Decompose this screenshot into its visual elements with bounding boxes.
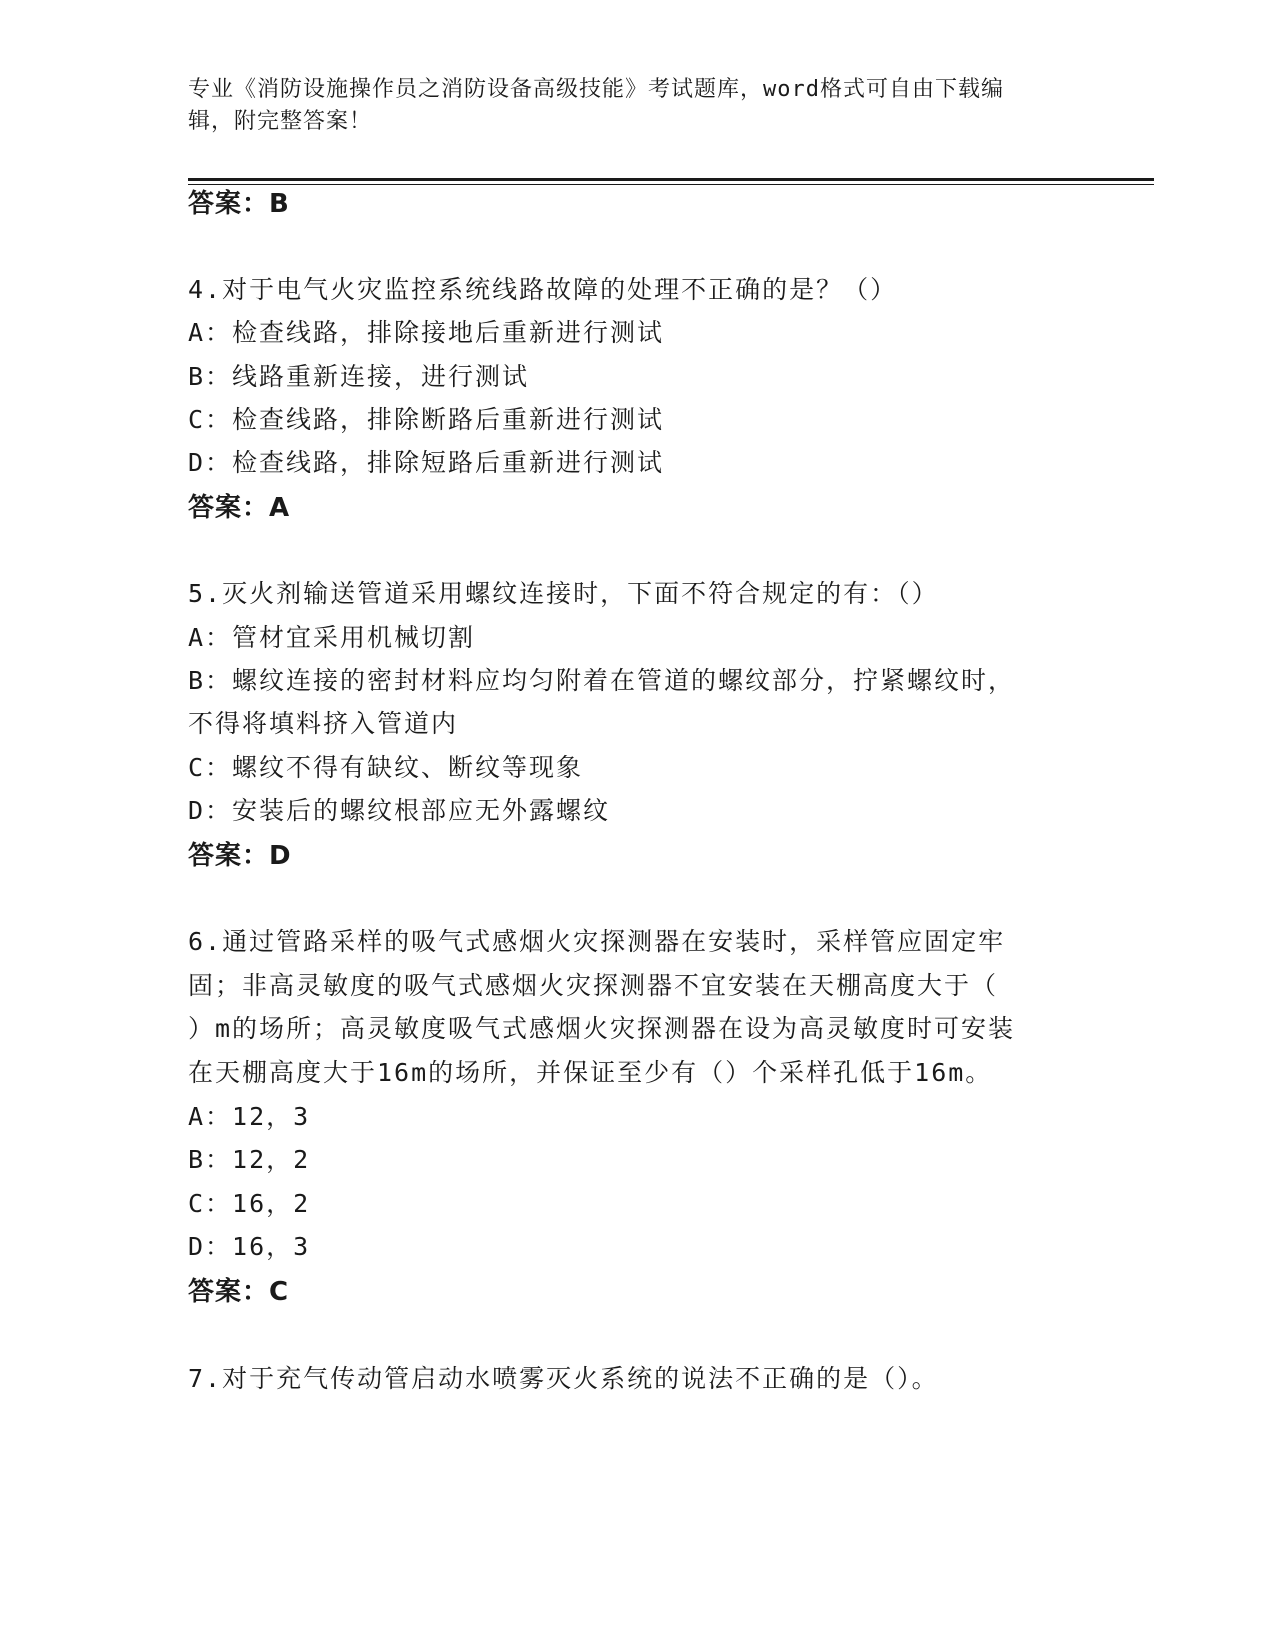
question-5-stem: 5.灭火剂输送管道采用螺纹连接时，下面不符合规定的有：（） bbox=[188, 579, 939, 608]
question-6-stem-line-4: 在天棚高度大于16m的场所，并保证至少有（）个采样孔低于16m。 bbox=[188, 1058, 993, 1087]
question-6-stem-line-1: 6.通过管路采样的吸气式感烟火灾探测器在安装时，采样管应固定牢 bbox=[188, 927, 1006, 956]
question-5-answer: 答案：D bbox=[188, 841, 292, 871]
header-divider-thin bbox=[188, 184, 1154, 185]
answer-previous: 答案：B bbox=[188, 189, 290, 219]
question-4-option-c: C：检查线路，排除断路后重新进行测试 bbox=[188, 405, 665, 434]
question-6-answer: 答案：C bbox=[188, 1277, 290, 1307]
question-4-stem: 4.对于电气火灾监控系统线路故障的处理不正确的是？（） bbox=[188, 275, 898, 304]
question-7-stem: 7.对于充气传动管启动水喷雾灭火系统的说法不正确的是（）。 bbox=[188, 1364, 939, 1393]
question-6-option-a: A：12，3 bbox=[188, 1102, 311, 1131]
question-6-option-d: D：16，3 bbox=[188, 1232, 311, 1261]
question-4-option-a: A：检查线路，排除接地后重新进行测试 bbox=[188, 318, 665, 347]
question-5-option-d: D：安装后的螺纹根部应无外露螺纹 bbox=[188, 796, 611, 825]
question-6-stem-line-2: 固；非高灵敏度的吸气式感烟火灾探测器不宜安装在天棚高度大于（ bbox=[188, 971, 999, 1000]
question-5-option-c: C：螺纹不得有缺纹、断纹等现象 bbox=[188, 753, 584, 782]
question-4-answer: 答案：A bbox=[188, 493, 291, 523]
header-divider-thick bbox=[188, 178, 1154, 181]
question-5-option-a: A：管材宜采用机械切割 bbox=[188, 623, 476, 652]
header-line-1: 专业《消防设施操作员之消防设备高级技能》考试题库，word格式可自由下载编 bbox=[188, 77, 1004, 102]
question-6-stem-line-3: ）m的场所；高灵敏度吸气式感烟火灾探测器在设为高灵敏度时可安装 bbox=[188, 1014, 1016, 1043]
question-6-option-b: B：12，2 bbox=[188, 1145, 311, 1174]
header-line-2: 辑，附完整答案！ bbox=[188, 109, 373, 134]
question-5-option-b-line-2: 不得将填料挤入管道内 bbox=[188, 709, 459, 738]
document-header bbox=[188, 74, 1068, 138]
question-6-option-c: C：16，2 bbox=[188, 1189, 311, 1218]
question-4-option-d: D：检查线路，排除短路后重新进行测试 bbox=[188, 448, 665, 477]
question-5-option-b-line-1: B：螺纹连接的密封材料应均匀附着在管道的螺纹部分，拧紧螺纹时， bbox=[188, 666, 1016, 695]
question-4-option-b: B：线路重新连接，进行测试 bbox=[188, 362, 530, 391]
